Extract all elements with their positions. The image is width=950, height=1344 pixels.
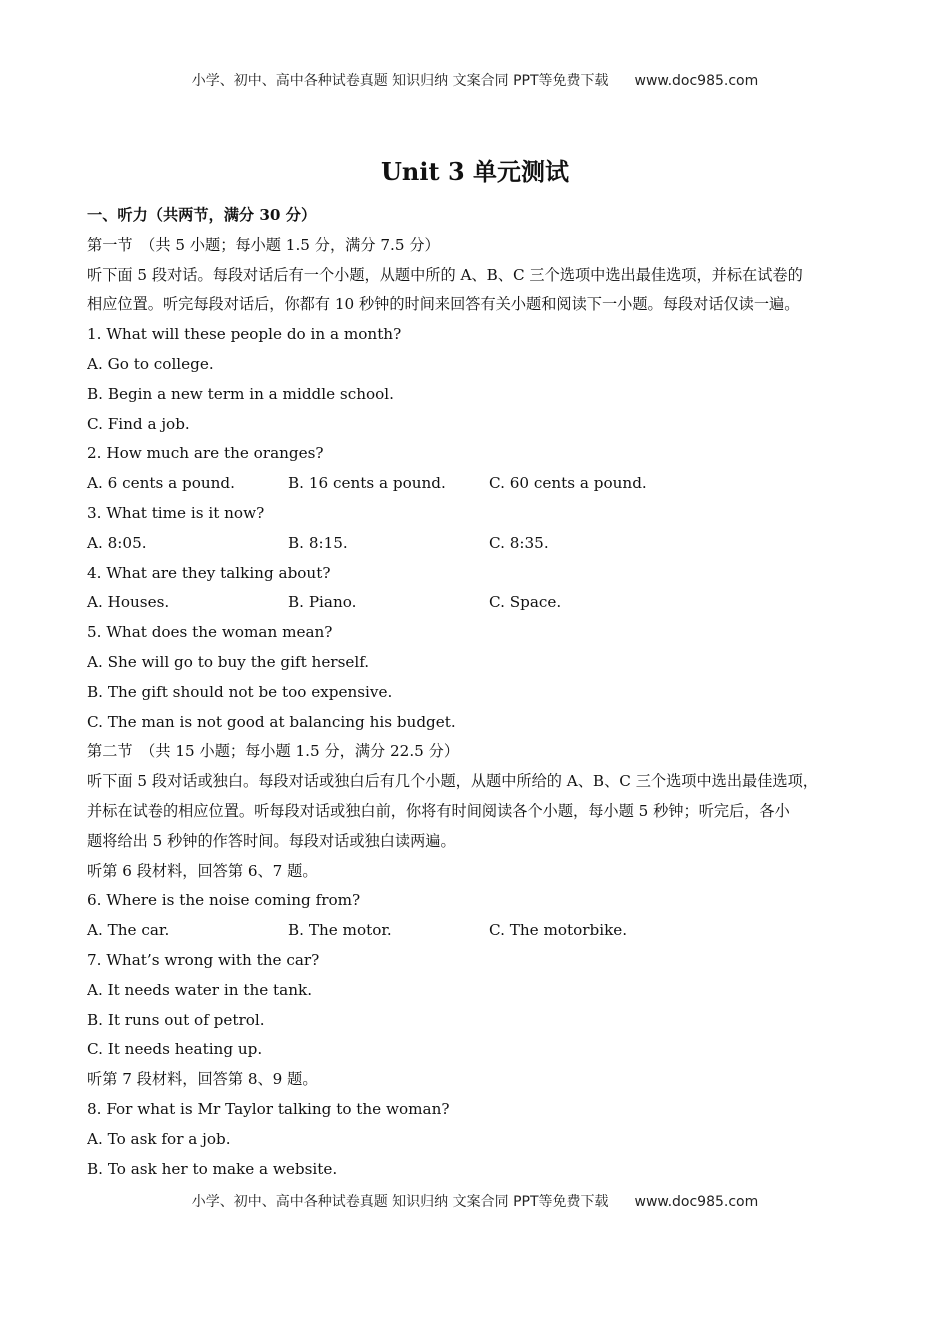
option-6a: A. The car. (87, 921, 170, 940)
option-7a: A. It needs water in the tank. (87, 980, 313, 999)
question-8: 8. For what is Mr Taylor talking to the woman? (87, 1099, 450, 1118)
option-1a: A. Go to college. (87, 354, 214, 373)
exam-content (87, 201, 877, 1184)
header-text: 小学、初中、高中各种试卷真题 知识归纳 文案合同 PPT等免费下载 (191, 73, 609, 89)
instruction-line: 题将给出 5 秒钟的作答时间。每段对话或独白读两遍。 (87, 831, 456, 850)
header-site-link[interactable]: www.doc985.com (634, 73, 759, 89)
instruction-line: 听下面 5 段对话或独白。每段对话或独白后有几个小题，从题中所给的 A、B、C 三个选项中选出最佳选项， (87, 772, 818, 791)
footer-text: 小学、初中、高中各种试卷真题 知识归纳 文案合同 PPT等免费下载 (191, 1194, 609, 1210)
option-1b: B. Begin a new term in a middle school. (87, 384, 394, 403)
option-6b: B. The motor. (288, 921, 392, 940)
question-5: 5. What does the woman mean? (87, 623, 333, 642)
part1-heading: 第一节 （共 5 小题；每小题 1.5 分，满分 7.5 分） (87, 235, 440, 254)
option-8b: B. To ask her to make a website. (87, 1159, 338, 1178)
options-row-6 (87, 916, 877, 946)
instruction-line: 相应位置。听完每段对话后，你都有 10 秒钟的时间来回答有关小题和阅读下一小题。每段对话仅读一遍。 (87, 295, 800, 314)
option-5c: C. The man is not good at balancing his budget. (87, 712, 456, 731)
material-7-note: 听第 7 段材料，回答第 8、9 题。 (87, 1070, 318, 1089)
option-1c: C. Find a job. (87, 414, 190, 433)
question-2: 2. How much are the oranges? (87, 444, 324, 463)
instruction-line: 听下面 5 段对话。每段对话后有一个小题，从题中所的 A、B、C 三个选项中选出最佳选项，并标在试卷的 (87, 265, 803, 284)
option-4b: B. Piano. (288, 593, 357, 612)
option-6c: C. The motorbike. (489, 921, 628, 940)
options-row-3 (87, 529, 877, 559)
material-6-note: 听第 6 段材料，回答第 6、7 题。 (87, 861, 318, 880)
question-1: 1. What will these people do in a month? (87, 325, 402, 344)
option-5a: A. She will go to buy the gift herself. (87, 652, 370, 671)
question-6: 6. Where is the noise coming from? (87, 891, 361, 910)
page-header (0, 70, 950, 90)
option-5b: B. The gift should not be too expensive. (87, 682, 393, 701)
footer-site-link[interactable]: www.doc985.com (634, 1194, 759, 1210)
option-4a: A. Houses. (87, 593, 170, 612)
option-3b: B. 8:15. (288, 533, 348, 552)
option-2b: B. 16 cents a pound. (288, 474, 446, 493)
option-4c: C. Space. (489, 593, 562, 612)
part2-heading: 第二节 （共 15 小题；每小题 1.5 分，满分 22.5 分） (87, 742, 460, 761)
page-footer (0, 1191, 950, 1211)
option-3c: C. 8:35. (489, 533, 549, 552)
option-7c: C. It needs heating up. (87, 1040, 263, 1059)
options-row-2 (87, 469, 877, 499)
option-7b: B. It runs out of petrol. (87, 1010, 265, 1029)
options-row-4 (87, 588, 877, 618)
section-heading: 一、听力（共两节，满分 30 分） (87, 206, 317, 224)
option-2c: C. 60 cents a pound. (489, 474, 647, 493)
question-4: 4. What are they talking about? (87, 563, 331, 582)
question-7: 7. What’s wrong with the car? (87, 950, 320, 969)
option-8a: A. To ask for a job. (87, 1129, 231, 1148)
option-2a: A. 6 cents a pound. (87, 474, 235, 493)
instruction-line: 并标在试卷的相应位置。听每段对话或独白前，你将有时间阅读各个小题，每小题 5 秒钟；听完后，各小 (87, 801, 790, 820)
page-title: Unit 3 单元测试 (381, 157, 569, 186)
option-3a: A. 8:05. (87, 533, 147, 552)
question-3: 3. What time is it now? (87, 503, 265, 522)
